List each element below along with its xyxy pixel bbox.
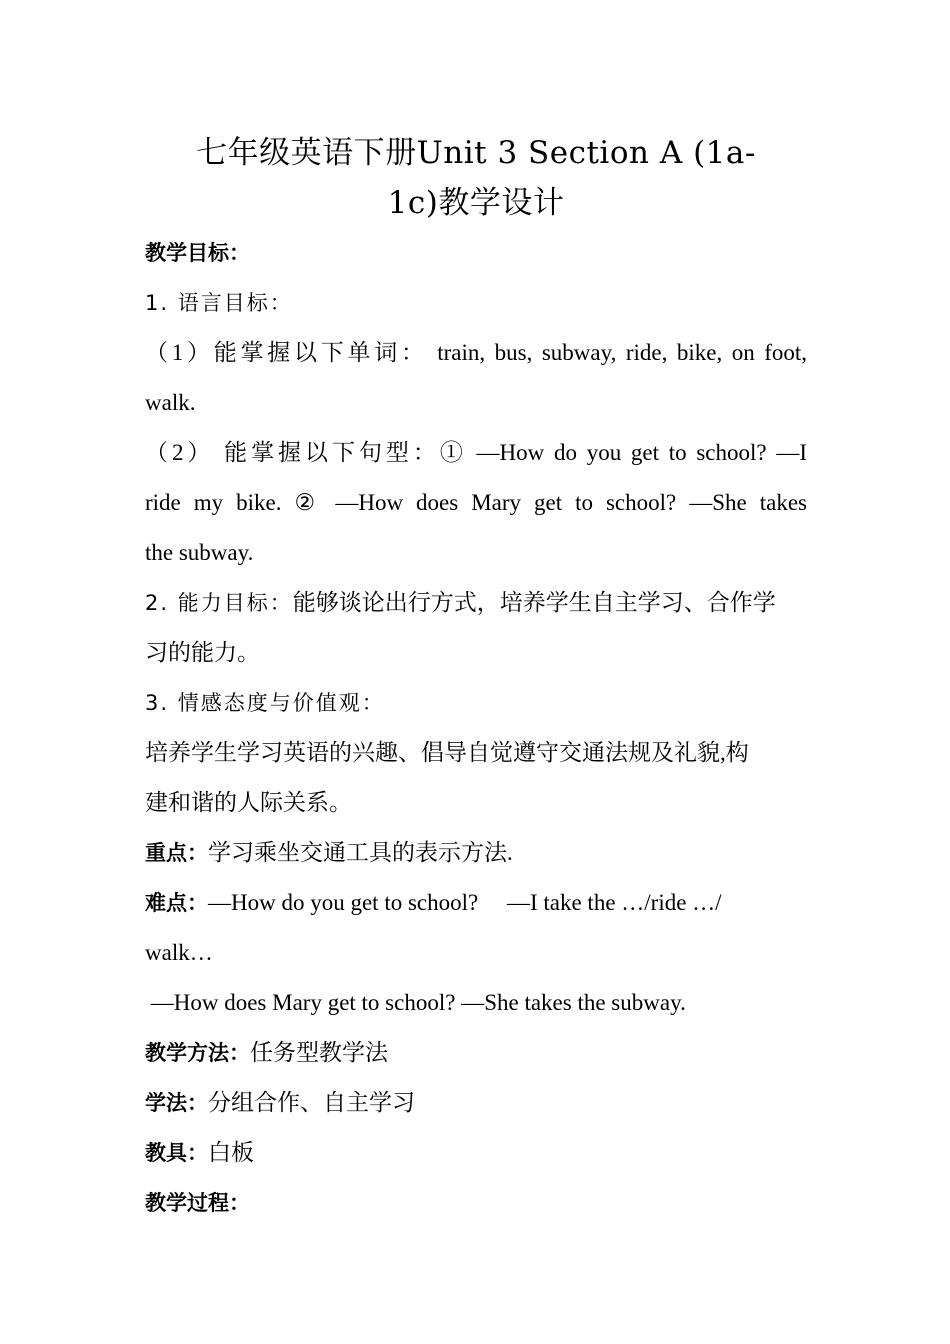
teaching-tools-line — [145, 1128, 807, 1178]
study-method-text: 分组合作、自主学习 — [208, 1090, 415, 1115]
emotion-goal-label: 3. 情感态度与价值观： — [145, 691, 385, 715]
study-method-label: 学法： — [145, 1091, 208, 1115]
difficulty-line-3: —How does Mary get to school? —She takes the subway. — [145, 990, 686, 1015]
pattern-line-3: the subway. — [145, 540, 254, 565]
key-point-text: 学习乘坐交通工具的表示方法. — [208, 840, 513, 865]
ability-goal-label: 2. 能力目标： — [145, 591, 293, 615]
teaching-tools-text: 白板 — [208, 1140, 254, 1165]
method-label: 教学方法： — [145, 1041, 250, 1065]
emotion-goal-line-2: 建和谐的人际关系。 — [145, 790, 352, 815]
document-title-line-1: 七年级英语下册Unit 3 Section A (1a- — [196, 135, 756, 171]
ability-goal-line-1 — [145, 578, 807, 628]
difficulty-label: 难点： — [145, 891, 208, 915]
key-point-line — [145, 828, 807, 878]
pattern-line-2: ride my bike. ② —How does Mary get to school? —She takes — [145, 490, 807, 515]
vocab-line-2: walk. — [145, 390, 196, 415]
document-body — [145, 128, 807, 1228]
ability-goal-text: 能够谈论出行方式，培养学生自主学习、合作学 — [292, 590, 776, 615]
objectives-heading: 教学目标： — [145, 241, 250, 265]
language-goal-label: 1. 语言目标： — [145, 291, 293, 315]
method-line — [145, 1028, 807, 1078]
teaching-tools-label: 教具： — [145, 1141, 208, 1165]
teaching-process-heading: 教学过程： — [145, 1191, 250, 1215]
key-point-label: 重点： — [145, 841, 208, 865]
difficulty-text: —How do you get to school? —I take the …/ride …/ — [208, 890, 722, 915]
method-text: 任务型教学法 — [250, 1040, 388, 1065]
pattern-line-1: （2） 能掌握以下句型：① —How do you get to school? —I — [145, 440, 807, 465]
difficulty-line-2: walk… — [145, 940, 213, 965]
study-method-line — [145, 1078, 807, 1128]
document-title-line-2: 1c)教学设计 — [387, 185, 565, 221]
vocab-line-1: （1）能掌握以下单词： train, bus, subway, ride, bike, on foot, — [145, 340, 807, 365]
ability-goal-line-2: 习的能力。 — [145, 640, 260, 665]
emotion-goal-line-1: 培养学生学习英语的兴趣、倡导自觉遵守交通法规及礼貌,构 — [145, 740, 749, 765]
difficulty-line-1 — [145, 878, 807, 928]
